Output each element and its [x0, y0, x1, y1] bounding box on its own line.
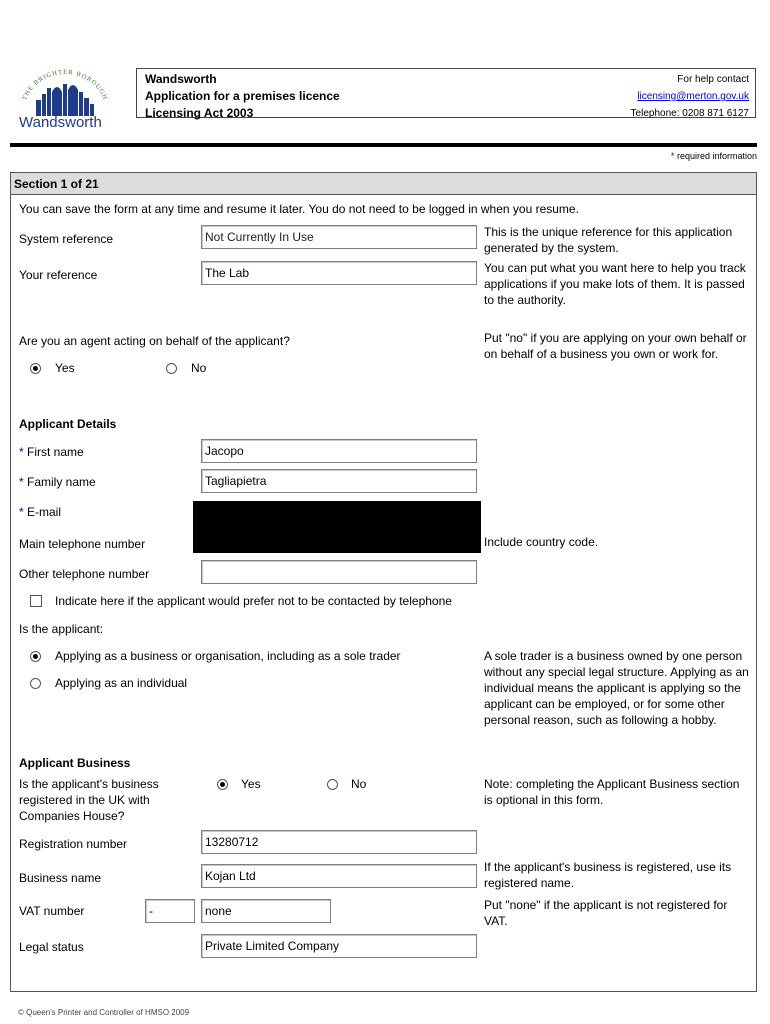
vat-number-label: VAT number	[19, 904, 85, 918]
agent-question: Are you an agent acting on behalf of the applicant?	[19, 334, 290, 348]
system-reference-label: System reference	[19, 232, 114, 246]
registration-number-label: Registration number	[19, 837, 128, 851]
section-title: Section 1 of 21	[14, 177, 99, 191]
registration-number-input[interactable]: 13280712	[201, 830, 477, 854]
vat-number-input[interactable]: none	[201, 899, 331, 923]
first-name-input[interactable]: Jacopo	[201, 439, 477, 463]
wandsworth-logo	[14, 66, 116, 138]
main-phone-label: Main telephone number	[19, 537, 146, 551]
business-name-label: Business name	[19, 871, 102, 885]
vat-prefix-input[interactable]: -	[145, 899, 195, 923]
applicant-type-help: A sole trader is a business owned by one person without any special legal structure. Applying as an individual means the applicant is applying so the applicant can be employed, or for some other personal reason, such as following a hobby.	[484, 649, 749, 727]
business-name-input[interactable]: Kojan Ltd	[201, 864, 477, 888]
registered-yes-radio[interactable]	[217, 779, 228, 790]
applicant-business-label: Applying as a business or organisation, including as a sole trader	[55, 649, 401, 663]
your-reference-help: You can put what you want here to help you track applications if you make lots of them. It is passed to the authority.	[484, 261, 746, 307]
required-star: *	[19, 445, 24, 459]
header-authority: Wandsworth	[145, 72, 217, 86]
logo-wordmark: Wandsworth	[19, 114, 102, 131]
help-contact-block	[631, 71, 749, 122]
agent-help: Put "no" if you are applying on your own behalf or on behalf of a business you own or work for.	[484, 331, 747, 361]
registered-no-label: No	[351, 777, 367, 791]
redacted-contact-block	[193, 501, 481, 553]
section-intro: You can save the form at any time and resume it later. You do not need to be logged in when you resume.	[19, 202, 579, 216]
help-email-link[interactable]: licensing@merton.gov.uk	[637, 91, 749, 102]
agent-no-label: No	[191, 361, 207, 375]
no-phone-contact-checkbox[interactable]	[30, 595, 42, 607]
registered-help: Note: completing the Applicant Business section is optional in this form.	[484, 777, 740, 807]
other-phone-input[interactable]	[201, 560, 477, 584]
legal-status-select[interactable]: Private Limited Company	[201, 934, 477, 958]
required-star: *	[670, 151, 675, 161]
system-reference-field: Not Currently In Use	[201, 225, 477, 249]
help-contact-label: For help contact	[677, 74, 749, 85]
header-form-title: Application for a premises licence	[145, 89, 340, 103]
form-section	[10, 172, 757, 992]
vat-help: Put "none" if the applicant is not registered for VAT.	[484, 898, 728, 928]
header-box	[136, 68, 756, 118]
header-divider	[10, 143, 757, 147]
family-name-label	[19, 474, 96, 490]
first-name-label	[19, 444, 84, 460]
family-name-label-text: Family name	[27, 475, 96, 489]
business-name-help: If the applicant's business is registered, use its registered name.	[484, 860, 732, 890]
applicant-type-question: Is the applicant:	[19, 622, 104, 636]
logo-arc-text: THE BRIGHTER BOROUGH	[21, 68, 109, 102]
applicant-business-radio[interactable]	[30, 651, 41, 662]
your-reference-label: Your reference	[19, 268, 98, 282]
help-phone: Telephone: 0208 871 6127	[630, 108, 749, 119]
registered-yes-label: Yes	[241, 777, 261, 791]
agent-yes-radio[interactable]	[30, 363, 41, 374]
system-reference-help: This is the unique reference for this application generated by the system.	[484, 225, 733, 255]
header-act: Licensing Act 2003	[145, 106, 254, 120]
required-info-text: required information	[676, 151, 757, 161]
section-header-bar	[11, 173, 756, 195]
no-phone-contact-label: Indicate here if the applicant would prefer not to be contacted by telephone	[55, 594, 452, 608]
email-label	[19, 504, 61, 520]
agent-no-radio[interactable]	[166, 363, 177, 374]
other-phone-label: Other telephone number	[19, 567, 150, 581]
agent-yes-label: Yes	[55, 361, 75, 375]
registered-question: Is the applicant's business registered in the UK with Companies House?	[19, 777, 159, 823]
required-star: *	[19, 505, 24, 519]
first-name-label-text: First name	[27, 445, 84, 459]
applicant-details-heading: Applicant Details	[19, 417, 117, 431]
applicant-individual-radio[interactable]	[30, 678, 41, 689]
main-phone-help: Include country code.	[484, 535, 599, 549]
family-name-input[interactable]: Tagliapietra	[201, 469, 477, 493]
applicant-individual-label: Applying as an individual	[55, 676, 188, 690]
required-star: *	[19, 475, 24, 489]
copyright-footer: © Queen's Printer and Controller of HMSO 2009	[18, 1008, 190, 1017]
registered-no-radio[interactable]	[327, 779, 338, 790]
applicant-business-heading: Applicant Business	[19, 756, 131, 770]
legal-status-label: Legal status	[19, 940, 84, 954]
your-reference-input[interactable]: The Lab	[201, 261, 477, 285]
required-info-note	[671, 151, 757, 161]
header-title-block	[145, 71, 340, 122]
email-label-text: E-mail	[27, 505, 62, 519]
